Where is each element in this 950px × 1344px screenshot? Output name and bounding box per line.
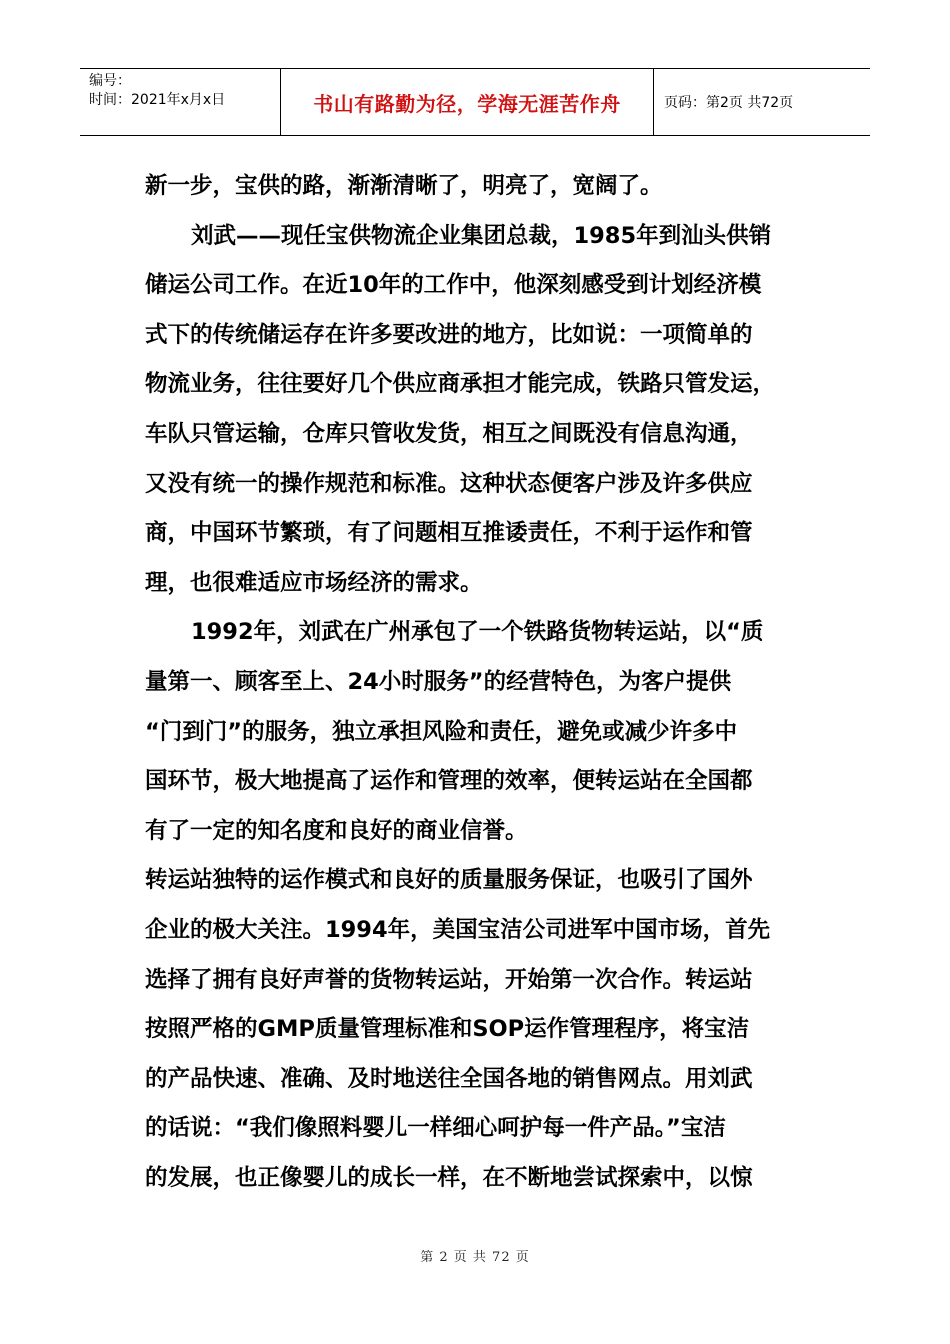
number-label: 编号：: [89, 73, 131, 89]
header-page-info: 页码：第2页 共72页: [664, 95, 794, 111]
text-line: 理，也很难适应市场经济的需求。: [145, 569, 483, 596]
document-body: [145, 162, 815, 1203]
text-line: 新一步，宝供的路，渐渐清晰了，明亮了，宽阔了。: [145, 173, 663, 199]
text-line: 量第一、顾客至上、24小时服务”的经营特色，为客户提供: [145, 668, 732, 695]
text-line: 式下的传统储运存在许多要改进的地方，比如说：一项简单的: [145, 321, 753, 348]
body-paragraph: [145, 212, 815, 609]
body-paragraph: [145, 856, 815, 1203]
body-paragraph: [145, 608, 815, 856]
text-line: 物流业务，往往要好几个供应商承担才能完成，铁路只管发运，: [145, 371, 776, 398]
body-paragraph: [145, 162, 815, 212]
text-line: “门到门”的服务，独立承担风险和责任，避免或减少许多中: [145, 718, 738, 745]
text-line: 刘武——现任宝供物流企业集团总裁，1985年到汕头供销: [191, 222, 772, 249]
text-line: 商，中国环节繁琐，有了问题相互推诿责任，不利于运作和管: [145, 520, 753, 547]
text-line: 转运站独特的运作模式和良好的质量服务保证，也吸引了国外: [145, 867, 753, 894]
text-line: 储运公司工作。在近10年的工作中，他深刻感受到计划经济模: [145, 272, 762, 299]
text-line: 按照严格的GMP质量管理标准和SOP运作管理程序，将宝洁: [145, 1016, 750, 1043]
text-line: 有了一定的知名度和良好的商业信誉。: [145, 817, 528, 844]
document-header: [80, 68, 870, 136]
page-footer: 第 2 页 共 72 页: [420, 1250, 530, 1265]
text-line: 1992年，刘武在广州承包了一个铁路货物转运站，以“质: [191, 619, 764, 646]
text-line: 国环节，极大地提高了运作和管理的效率，便转运站在全国都: [145, 768, 753, 795]
text-line: 的发展，也正像婴儿的成长一样，在不断地尝试探索中，以惊: [145, 1164, 753, 1191]
header-motto: 书山有路勤为径，学海无涯苦作舟: [281, 69, 654, 135]
text-line: 选择了拥有良好声誉的货物转运站，开始第一次合作。转运站: [145, 966, 753, 993]
text-line: 的话说：“我们像照料婴儿一样细心呵护每一件产品。”宝洁: [145, 1115, 726, 1142]
text-line: 又没有统一的操作规范和标准。这种状态便客户涉及许多供应: [145, 470, 753, 497]
header-meta: [80, 69, 281, 135]
time-label: 时间：2021年x月x日: [89, 92, 226, 108]
text-line: 车队只管运输，仓库只管收发货，相互之间既没有信息沟通，: [145, 420, 753, 447]
text-line: 企业的极大关注。1994年，美国宝洁公司进军中国市场，首先: [145, 916, 771, 943]
text-line: 的产品快速、准确、及时地送往全国各地的销售网点。用刘武: [145, 1065, 753, 1092]
